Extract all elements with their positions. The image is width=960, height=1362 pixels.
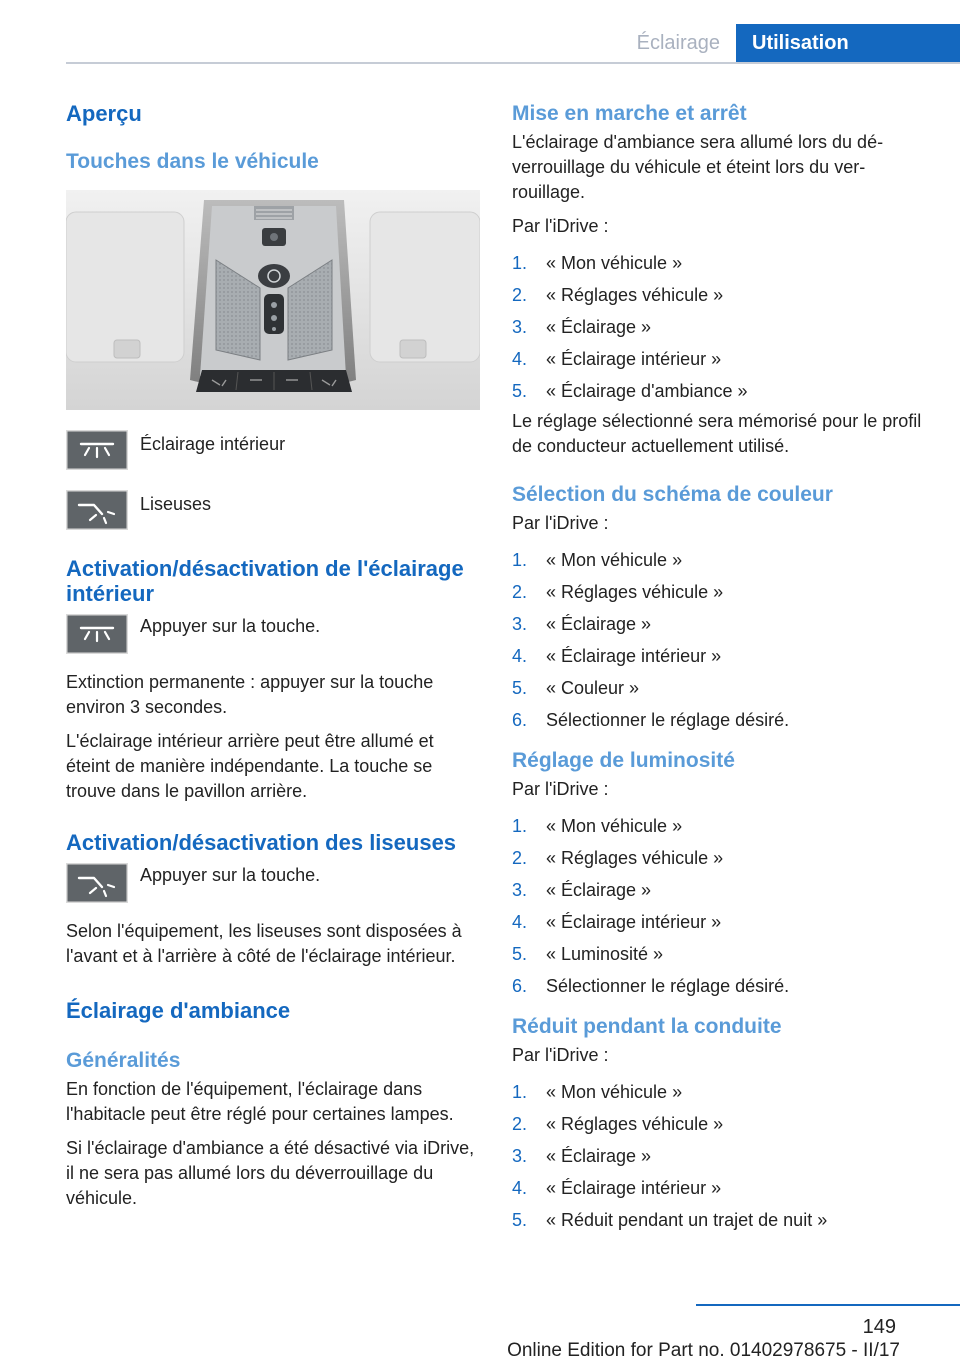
list-item-number: 1.: [512, 816, 528, 836]
list-item-text: Sélectionner le réglage désiré.: [546, 710, 790, 730]
list-item-number: 5.: [512, 1210, 528, 1230]
key-legend-interior: [66, 430, 482, 470]
steps-list-ambiance: [512, 251, 932, 404]
list-item: [512, 708, 932, 733]
left-column: [66, 100, 482, 1211]
list-item-number: 1.: [512, 253, 528, 273]
list-item-text: « Réglages véhicule »: [546, 848, 724, 868]
press-key-text-2: Appuyer sur la touche.: [140, 865, 321, 885]
heading-activation-reading: Activation/désactivation des liseuses: [66, 830, 457, 855]
right-column: [512, 100, 932, 1240]
list-item-text: « Couleur »: [546, 678, 640, 698]
para-selon: Selon l'équipement, les liseuses sont disposées à l'avant et à l'arrière à côté de l'éclairage intérieur.: [66, 921, 462, 966]
list-item-text: Sélectionner le réglage désiré.: [546, 976, 790, 996]
list-item-text: « Éclairage »: [546, 614, 652, 634]
list-item-number: 4.: [512, 912, 528, 932]
press-key-text-1: Appuyer sur la touche.: [140, 616, 321, 636]
list-item-number: 3.: [512, 1146, 528, 1166]
list-item-number: 6.: [512, 976, 528, 996]
list-item-text: « Mon véhicule »: [546, 253, 683, 273]
list-item: [512, 548, 932, 573]
list-item: [512, 283, 932, 308]
reading-light-key-icon: [66, 863, 128, 903]
heading-touches: Touches dans le véhicule: [66, 150, 319, 173]
para-rear: L'éclairage intérieur arrière peut être allumé et éteint de manière indépendante. La touche se trouve dans le pavillon arrière.: [66, 731, 434, 801]
steps-list-reduit: [512, 1080, 932, 1233]
list-item-text: « Éclairage intérieur »: [546, 646, 722, 666]
header-chapter-tab: Utilisation: [736, 24, 960, 62]
list-item-number: 6.: [512, 710, 528, 730]
list-item: [512, 974, 932, 999]
list-item: [512, 347, 932, 372]
list-item: [512, 580, 932, 605]
list-item-number: 1.: [512, 1082, 528, 1102]
list-item: [512, 1144, 932, 1169]
roof-console-photo: [66, 190, 480, 410]
para-idrive-4: Par l'iDrive :: [512, 1045, 609, 1065]
list-item: [512, 1080, 932, 1105]
list-item: [512, 878, 932, 903]
list-item-text: « Éclairage intérieur »: [546, 1178, 722, 1198]
list-item: [512, 251, 932, 276]
list-item-number: 2.: [512, 285, 528, 305]
list-item: [512, 846, 932, 871]
list-item-text: « Éclairage intérieur »: [546, 349, 722, 369]
list-item-text: « Réglages véhicule »: [546, 1114, 724, 1134]
list-item: [512, 644, 932, 669]
steps-list-couleur: [512, 548, 932, 733]
press-row-interior: [66, 614, 482, 654]
para-mise: L'éclairage d'ambiance sera allumé lors du déverrouillage du véhicule et éteint lors du verrouillage.: [512, 132, 884, 202]
list-item: [512, 379, 932, 404]
header-rule: [66, 62, 960, 64]
para-si: Si l'éclairage d'ambiance a été désactivé via iDrive, il ne sera pas allumé lors du déverrouillage du véhicule.: [66, 1138, 475, 1208]
list-item-number: 4.: [512, 1178, 528, 1198]
list-item: [512, 1176, 932, 1201]
para-idrive-3: Par l'iDrive :: [512, 779, 609, 799]
heading-activation-interior: Activation/désactivation de l'éclairage intérieur: [66, 556, 464, 606]
list-item-text: « Réglages véhicule »: [546, 582, 724, 602]
edition-text: Online Edition for Part no. 01402978675 - II/17: [507, 1340, 900, 1361]
list-item: [512, 814, 932, 839]
list-item-text: « Réduit pendant un trajet de nuit »: [546, 1210, 828, 1230]
list-item-text: « Éclairage »: [546, 1146, 652, 1166]
list-item-number: 1.: [512, 550, 528, 570]
list-item-number: 5.: [512, 944, 528, 964]
header-section-title: Éclairage: [636, 32, 720, 54]
list-item-number: 2.: [512, 582, 528, 602]
para-memo: Le réglage sélectionné sera mémorisé pour le profil de conducteur actuellement utilisé.: [512, 411, 922, 456]
heading-mise: Mise en marche et arrêt: [512, 102, 747, 125]
key-legend-reading: [66, 490, 482, 530]
heading-generalites: Généralités: [66, 1049, 181, 1072]
list-item-number: 5.: [512, 678, 528, 698]
press-row-reading: [66, 863, 482, 903]
list-item-number: 4.: [512, 646, 528, 666]
list-item-text: « Luminosité »: [546, 944, 664, 964]
list-item-text: « Éclairage d'ambiance »: [546, 381, 748, 401]
para-fonction: En fonction de l'équipement, l'éclairage dans l'habitacle peut être réglé pour certaines lampes.: [66, 1079, 454, 1124]
footer-rule: [696, 1304, 960, 1306]
list-item-text: « Mon véhicule »: [546, 550, 683, 570]
key-label-interior: Éclairage intérieur: [140, 434, 286, 454]
heading-couleur: Sélection du schéma de couleur: [512, 483, 833, 506]
key-label-reading: Liseuses: [140, 494, 212, 514]
list-item-number: 5.: [512, 381, 528, 401]
page-number: 149: [862, 1316, 896, 1338]
list-item-text: « Réglages véhicule »: [546, 285, 724, 305]
heading-ambiance: Éclairage d'ambiance: [66, 998, 291, 1023]
reading-light-key-icon: [66, 490, 128, 530]
list-item-text: « Éclairage »: [546, 880, 652, 900]
list-item-text: « Mon véhicule »: [546, 1082, 683, 1102]
interior-light-key-icon: [66, 614, 128, 654]
list-item: [512, 612, 932, 637]
list-item: [512, 910, 932, 935]
list-item-number: 3.: [512, 317, 528, 337]
list-item-number: 3.: [512, 614, 528, 634]
steps-list-luminosite: [512, 814, 932, 999]
list-item: [512, 1112, 932, 1137]
list-item-text: « Éclairage intérieur »: [546, 912, 722, 932]
list-item-number: 3.: [512, 880, 528, 900]
list-item-number: 2.: [512, 848, 528, 868]
list-item: [512, 315, 932, 340]
para-extinction: Extinction permanente : appuyer sur la touche environ 3 secondes.: [66, 672, 434, 717]
para-idrive-2: Par l'iDrive :: [512, 513, 609, 533]
heading-reduit: Réduit pendant la conduite: [512, 1015, 782, 1038]
list-item: [512, 1208, 932, 1233]
interior-light-key-icon: [66, 430, 128, 470]
list-item-text: « Mon véhicule »: [546, 816, 683, 836]
list-item-number: 2.: [512, 1114, 528, 1134]
list-item-text: « Éclairage »: [546, 317, 652, 337]
heading-apercu: Aperçu: [66, 101, 142, 126]
list-item: [512, 942, 932, 967]
para-idrive-1: Par l'iDrive :: [512, 216, 609, 236]
list-item-number: 4.: [512, 349, 528, 369]
list-item: [512, 676, 932, 701]
heading-luminosite: Réglage de luminosité: [512, 749, 735, 772]
